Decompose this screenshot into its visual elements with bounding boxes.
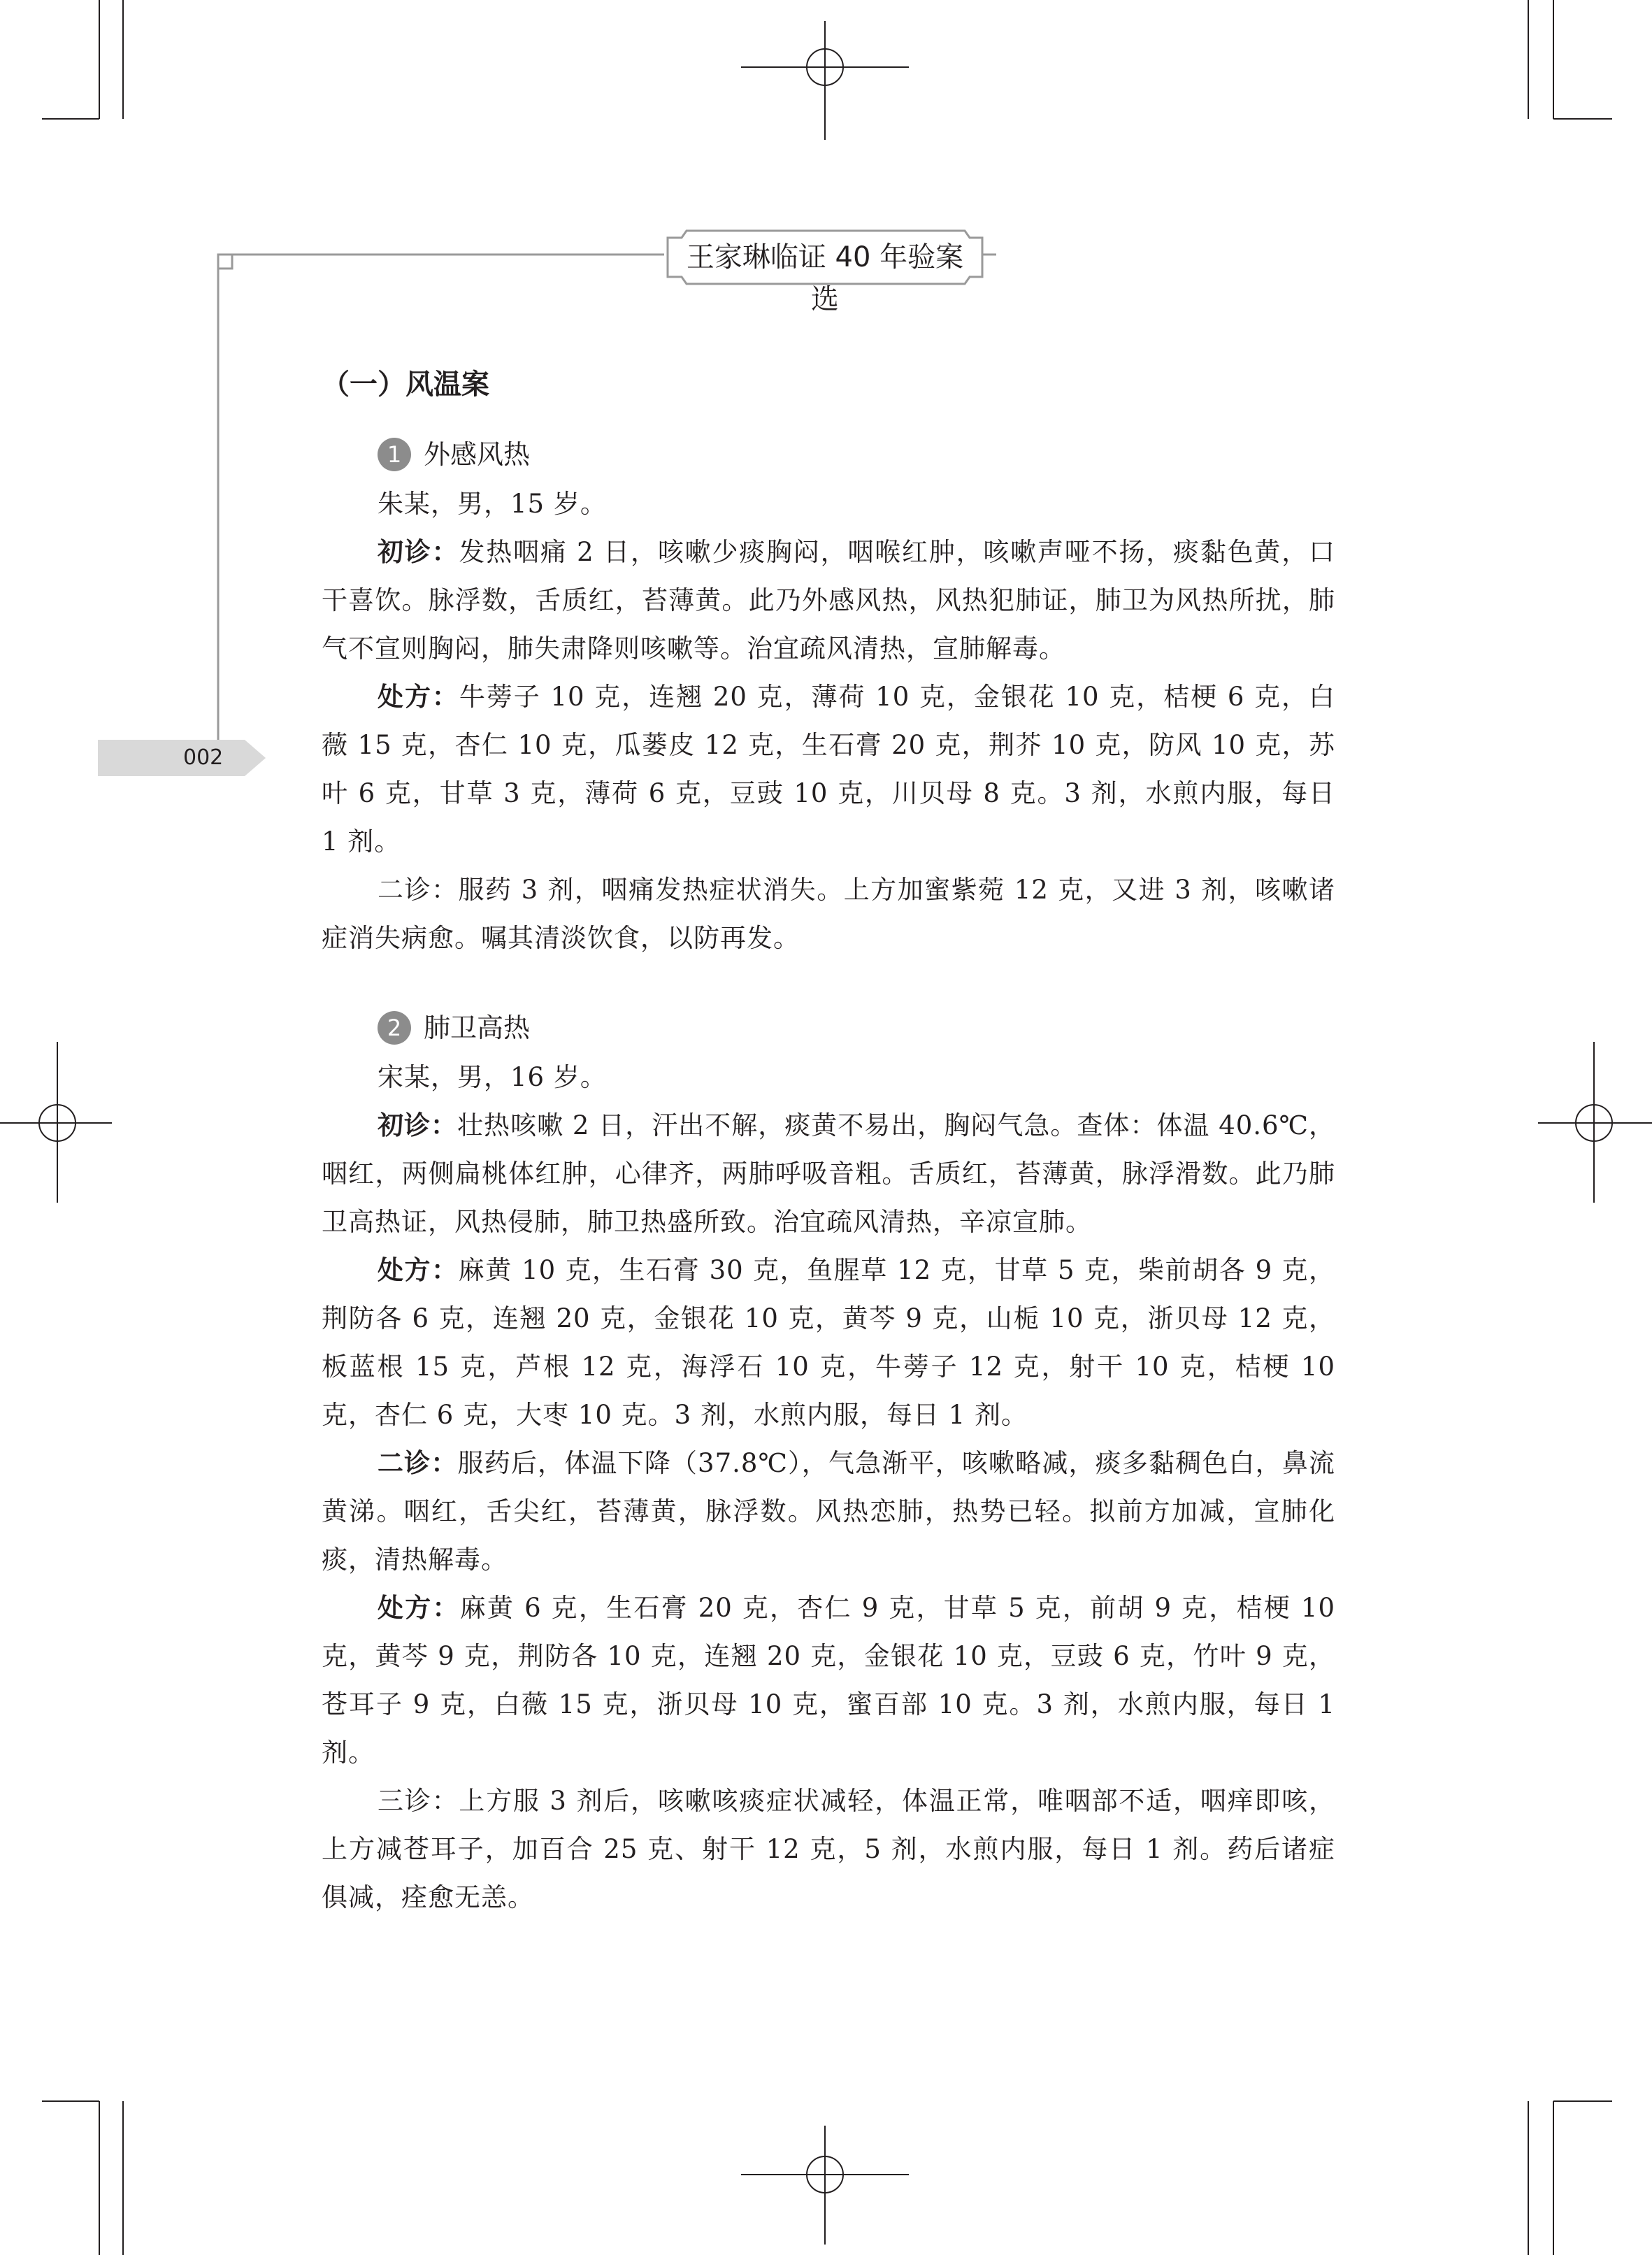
paragraph-text: 三诊：上方服 3 剂后，咳嗽咳痰症状减轻，体温正常，唯咽部不适，咽痒即咳，上方减苍耳子，加百合 25 克、射干 12 克，5 剂，水煎内服，每日 1 剂。药后诸症俱减，痊愈无恙。	[322, 1786, 1335, 1912]
patient-info: 宋某，男，16 岁。	[378, 1062, 607, 1092]
case-paragraph	[322, 1584, 1335, 1777]
case-heading	[378, 434, 867, 475]
case-number-badge: 1	[378, 438, 411, 471]
paragraph-label: 二诊：	[378, 1448, 458, 1478]
running-header: 王家琳临证 40 年验案选	[686, 241, 964, 315]
case-number-badge: 2	[378, 1011, 411, 1045]
case-paragraph	[322, 1777, 1335, 1921]
paragraph-text: 麻黄 6 克，生石膏 20 克，杏仁 9 克，甘草 5 克，前胡 9 克，桔梗 10 克，黄芩 9 克，荆防各 10 克，连翘 20 克，金银花 10 克，豆豉 6 克，竹叶 9 克，苍耳子 9 克，白薇 15 克，浙贝母 10 克，蜜百部 10 克。3 剂，水煎内服，每日 1 剂。	[322, 1593, 1336, 1768]
paragraph-text: 壮热咳嗽 2 日，汗出不解，痰黄不易出，胸闷气急。查体：体温 40.6℃，咽红，两侧扁桃体红肿，心律齐，两肺呼吸音粗。舌质红，苔薄黄，脉浮滑数。此乃肺卫高热证，风热侵肺，肺卫热盛所致。治宜疏风清热，辛凉宣肺。	[322, 1110, 1335, 1237]
paragraph-label: 处方：	[378, 1255, 459, 1285]
paragraph-label: 初诊：	[378, 1110, 458, 1140]
case-paragraph	[322, 528, 1335, 673]
paragraph-text: 发热咽痛 2 日，咳嗽少痰胸闷，咽喉红肿，咳嗽声哑不扬，痰黏色黄，口干喜饮。脉浮数，舌质红，苔薄黄。此乃外感风热，风热犯肺证，肺卫为风热所扰，肺气不宣则胸闷，肺失肃降则咳嗽等。治宜疏风清热，宣肺解毒。	[322, 537, 1336, 664]
case-title: 外感风热	[424, 439, 531, 470]
section-title: （一）风温案	[322, 368, 489, 401]
case-paragraph	[322, 673, 1335, 866]
paragraph-text: 二诊：服药 3 剂，咽痛发热症状消失。上方加蜜紫菀 12 克，又进 3 剂，咳嗽诸症消失病愈。嘱其清淡饮食，以防再发。	[322, 875, 1335, 953]
case-paragraph	[322, 1246, 1335, 1439]
paragraph-text: 麻黄 10 克，生石膏 30 克，鱼腥草 12 克，甘草 5 克，柴前胡各 9 克，荆防各 6 克，连翘 20 克，金银花 10 克，黄芩 9 克，山栀 10 克，浙贝母 12 克，板蓝根 15 克，芦根 12 克，海浮石 10 克，牛蒡子 12 克，射干 10 克，桔梗 10 克，杏仁 6 克，大枣 10 克。3 剂，水煎内服，每日 1 剂。	[322, 1255, 1335, 1430]
case-paragraph	[322, 1101, 1335, 1246]
patient-info: 朱某，男，15 岁。	[378, 489, 607, 519]
paragraph-label: 初诊：	[378, 537, 459, 567]
case-paragraph	[322, 1439, 1335, 1584]
paragraph-label: 处方：	[378, 682, 459, 712]
case-paragraph	[322, 866, 1335, 962]
paragraph-label: 处方：	[378, 1593, 460, 1623]
paragraph-text: 服药后，体温下降（37.8℃），气急渐平，咳嗽略减，痰多黏稠色白，鼻流黄涕。咽红，舌尖红，苔薄黄，脉浮数。风热恋肺，热势已轻。拟前方加减，宣肺化痰，清热解毒。	[322, 1448, 1336, 1575]
case-title: 肺卫高热	[424, 1012, 531, 1043]
case-heading	[378, 1007, 867, 1049]
paragraph-text: 牛蒡子 10 克，连翘 20 克，薄荷 10 克，金银花 10 克，桔梗 6 克，白薇 15 克，杏仁 10 克，瓜蒌皮 12 克，生石膏 20 克，荆芥 10 克，防风 10 克，苏叶 6 克，甘草 3 克，薄荷 6 克，豆豉 10 克，川贝母 8 克。3 剂，水煎内服，每日 1 剂。	[322, 682, 1335, 857]
page-number: 002	[183, 745, 224, 770]
